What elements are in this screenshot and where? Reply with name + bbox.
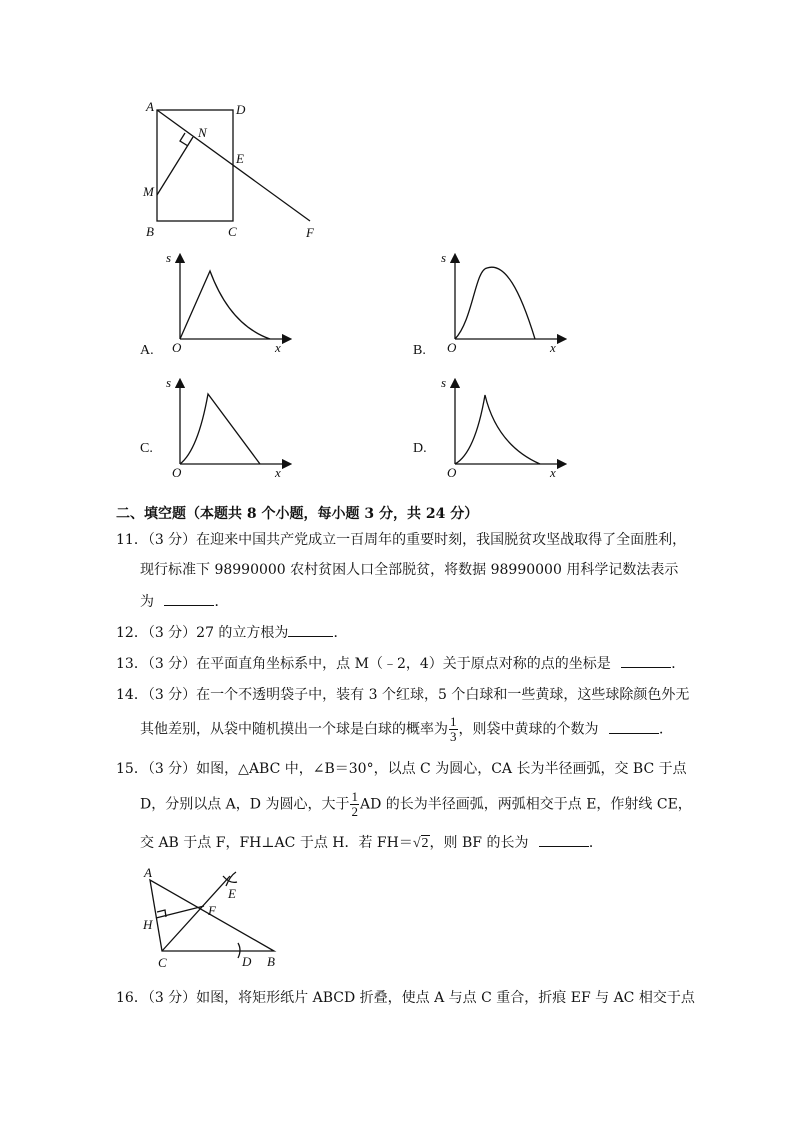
- q11-line3: [140, 591, 228, 613]
- q13-answer-blank[interactable]: [621, 653, 671, 668]
- q15-text-b: ，则 BF 的长为: [429, 835, 529, 851]
- option-c-label: C.: [140, 441, 153, 456]
- label-d: D: [236, 102, 246, 117]
- option-a-label: A.: [140, 343, 154, 358]
- q12-end: ．: [333, 625, 348, 641]
- graph-option-b: [435, 250, 570, 360]
- q15-line3: [140, 832, 603, 855]
- sqrt-two: √2: [412, 836, 429, 851]
- section-title: 二、填空题（本题共 8 个小题，每小题 3 分，共 24 分）: [116, 506, 479, 522]
- q14-line2: [140, 715, 673, 744]
- axis-x-label: x: [275, 465, 281, 480]
- axis-x-label: x: [550, 465, 556, 480]
- graph-curve: [180, 394, 260, 464]
- label-h: H: [143, 917, 153, 932]
- q13-text: 13．（3 分）在平面直角坐标系中，点 M（﹣2，4）关于原点对称的点的坐标是: [116, 656, 611, 672]
- label-m: M: [143, 184, 154, 199]
- origin-label: O: [447, 340, 457, 355]
- q15-text-b: AD 的长为半径画弧，两弧相交于点 E，作射线 CE，: [359, 796, 692, 813]
- rectangle-abcd: [157, 110, 233, 221]
- q12-answer-blank[interactable]: [288, 622, 333, 637]
- q15-line2: [140, 790, 692, 819]
- axis-s-label: s: [441, 250, 447, 265]
- axis-x-label: x: [275, 340, 281, 355]
- graph-curve: [180, 271, 270, 339]
- axis-s-label: s: [166, 250, 172, 265]
- graph-curve: [455, 267, 535, 339]
- q15-text-a: 交 AB 于点 F，FH⊥AC 于点 H．若 FH＝: [140, 835, 413, 851]
- q11-answer-blank[interactable]: [164, 591, 214, 606]
- origin-label: O: [447, 465, 457, 480]
- q15-text-a: D，分别以点 A，D 为圆心，大于: [140, 796, 350, 813]
- option-b-label: B.: [413, 343, 426, 358]
- label-c: C: [228, 224, 237, 239]
- label-a: A: [146, 99, 154, 114]
- rectangle-figure: [130, 95, 330, 245]
- graph-option-a: [160, 250, 295, 360]
- label-e: E: [228, 886, 236, 901]
- label-c: C: [158, 955, 167, 970]
- q15-end: ．: [588, 835, 603, 851]
- right-angle-mark: [180, 133, 188, 146]
- graph-option-d: [435, 375, 570, 485]
- q12: [116, 622, 347, 644]
- label-d: D: [242, 954, 252, 969]
- triangle-figure: [130, 862, 290, 972]
- q11-line2: 现行标准下 98990000 农村贫困人口全部脱贫，将数据 98990000 用科学记数法表示: [140, 562, 679, 578]
- q15-line1: 15．（3 分）如图，△ABC 中，∠B＝30°，以点 C 为圆心，CA 长为半径画弧，交 BC 于点: [116, 761, 687, 777]
- option-d-label: D.: [413, 441, 427, 456]
- label-a: A: [144, 865, 152, 880]
- axis-s-label: s: [441, 375, 447, 390]
- label-n: N: [198, 125, 207, 140]
- q14-text-a: 其他差别，从袋中随机摸出一个球是白球的概率为: [140, 721, 448, 738]
- label-b: B: [146, 224, 154, 239]
- graph-option-c: [160, 375, 295, 485]
- label-f: F: [306, 225, 314, 240]
- q16-line1: 16．（3 分）如图，将矩形纸片 ABCD 折叠，使点 A 与点 C 重合，折痕 EF 与 AC 相交于点: [116, 990, 695, 1006]
- origin-label: O: [172, 465, 182, 480]
- graph-curve: [455, 395, 540, 464]
- axis-s-label: s: [166, 375, 172, 390]
- q14-end: ．: [658, 721, 673, 738]
- q13: [116, 653, 685, 675]
- label-b: B: [267, 954, 275, 969]
- q11-line1: 11．（3 分）在迎来中国共产党成立一百周年的重要时刻，我国脱贫攻坚战取得了全面胜利，: [116, 532, 687, 548]
- q14-answer-blank[interactable]: [609, 719, 659, 734]
- origin-label: O: [172, 340, 182, 355]
- q11-end: ．: [214, 594, 229, 610]
- q14-text-b: ，则袋中黄球的个数为: [458, 721, 599, 738]
- fraction-one-third: $\frac{1}{3}$: [450, 714, 457, 744]
- q14-line1: 14．（3 分）在一个不透明袋子中，装有 3 个红球，5 个白球和一些黄球，这些球除颜色外无: [116, 687, 690, 703]
- label-e: E: [236, 151, 244, 166]
- q13-end: ．: [671, 656, 686, 672]
- axis-x-label: x: [550, 340, 556, 355]
- q15-answer-blank[interactable]: [539, 832, 589, 847]
- label-f: F: [208, 903, 216, 918]
- q11-line3-text: 为: [140, 594, 154, 610]
- q12-text: 12．（3 分）27 的立方根为: [116, 625, 289, 641]
- fraction-one-half: $\frac{1}{2}$: [351, 789, 358, 819]
